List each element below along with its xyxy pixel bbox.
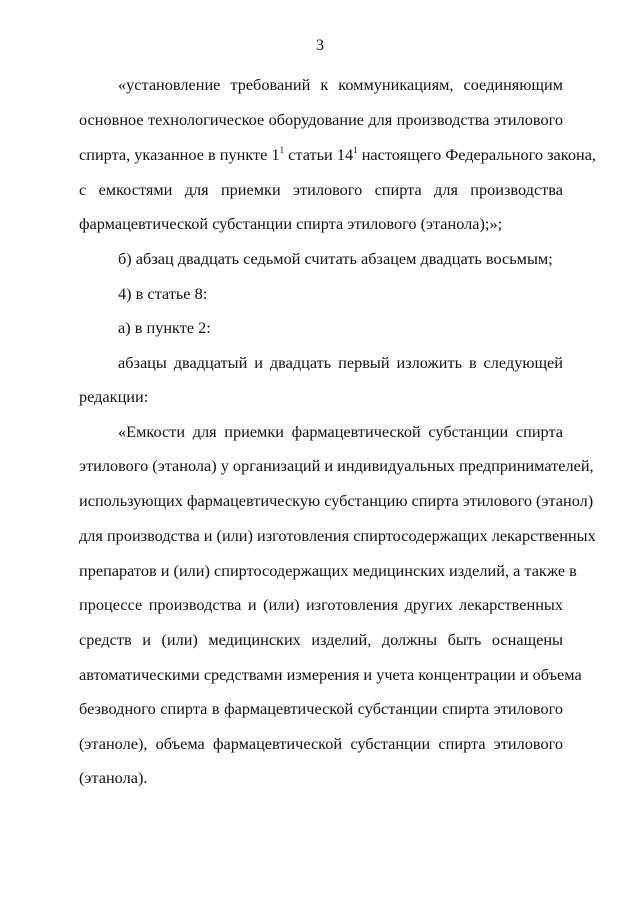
paragraph-line: абзацы двадцатый и двадцать первый изложить в следующей: [118, 353, 563, 372]
paragraph-line: а) в пункте 2:: [118, 318, 211, 337]
paragraph-line: с емкостями для приемки этилового спирта для производства: [79, 180, 563, 199]
paragraph-line: редакции:: [79, 387, 149, 406]
paragraph-line: 4) в статье 8:: [118, 284, 208, 303]
superscript: 1: [353, 145, 358, 155]
paragraph-line: фармацевтической субстанции спирта этилового (этанола);»;: [79, 214, 503, 233]
paragraph-line: безводного спирта в фармацевтической субстанции спирта этилового: [79, 699, 563, 718]
paragraph-line: (этанола).: [79, 768, 148, 787]
paragraph-line: препаратов и (или) спиртосодержащих медицинских изделий, а также в: [79, 561, 577, 580]
paragraph-line: автоматическими средствами измерения и учета концентрации и объема: [79, 665, 582, 684]
paragraph-line: этилового (этанола) у организаций и индивидуальных предпринимателей,: [79, 456, 594, 475]
line-text: спирта, указанное в пункте 1: [79, 145, 280, 164]
paragraph-line: «Емкости для приемки фармацевтической субстанции спирта: [118, 422, 563, 441]
paragraph-line: средств и (или) медицинских изделий, должны быть оснащены: [79, 630, 563, 649]
paragraph-line: «установление требований к коммуникациям, соединяющим: [118, 75, 563, 94]
paragraph-line: основное технологическое оборудование для производства этилового: [79, 110, 563, 129]
line-text: настоящего Федерального закона,: [357, 145, 596, 164]
page-number: 3: [316, 37, 324, 54]
paragraph-line: б) абзац двадцать седьмой считать абзацем двадцать восьмым;: [118, 249, 553, 268]
paragraph-line: для производства и (или) изготовления спиртосодержащих лекарственных: [79, 526, 596, 545]
paragraph-line: [79, 144, 596, 166]
superscript: 1: [279, 145, 285, 155]
line-text: статьи 14: [284, 145, 354, 164]
paragraph-line: (этаноле), объема фармацевтической субстанции спирта этилового: [79, 734, 563, 753]
paragraph-line: процессе производства и (или) изготовления других лекарственных: [79, 595, 563, 614]
paragraph-line: использующих фармацевтическую субстанцию спирта этилового (этанол): [79, 491, 594, 510]
